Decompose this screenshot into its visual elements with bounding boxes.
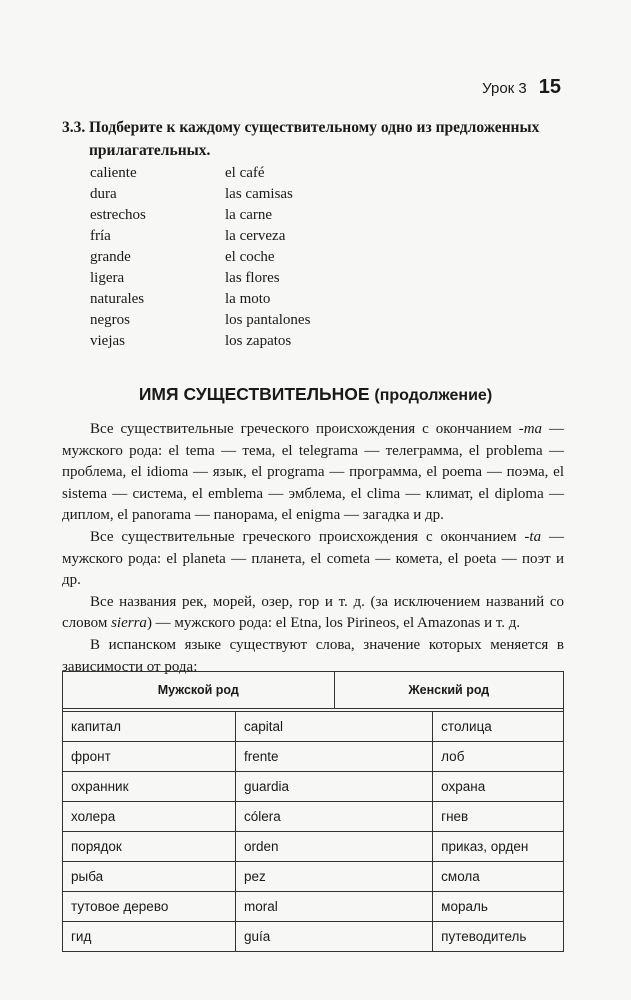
table-row [63,802,564,832]
section-heading [0,384,631,405]
masculine-meaning: рыба [63,862,236,892]
spanish-word: guardia [236,772,433,802]
adjective-item: viejas [90,333,125,349]
table-row [63,712,564,742]
header-feminine: Женский род [334,672,563,709]
feminine-meaning: лоб [433,742,564,772]
feminine-meaning: гнев [433,802,564,832]
noun-item: los zapatos [225,333,292,349]
body-text [62,419,564,678]
paragraph-text: Все названия рек, морей, озер, гор и т. д. (за исключением названий со словом [62,593,564,632]
paragraph-gender-meaning: В испанском языке существуют слова, значение которых меняется в зависимости от рода: [62,636,564,675]
paragraph-text: Все существительные греческого происхождения с окончанием [90,421,519,437]
gender-meaning-table [62,671,564,952]
noun-item: las flores [225,270,280,286]
paragraph-text: — мужского рода: el planeta — планета, el cometa — комета, el poeta — поэт и др. [62,528,564,589]
paragraph-ta-ending [62,527,564,592]
spanish-word: pez [236,862,433,892]
word-sierra: sierra [111,615,147,632]
masculine-meaning: охранник [63,772,236,802]
spanish-word: moral [236,892,433,922]
adjective-item: fría [90,228,111,244]
exercise-number: 3.3. [62,119,86,136]
header-masculine: Мужской род [63,672,335,709]
ending-ma: -ma [518,421,543,437]
adjective-item: estrechos [90,207,146,223]
paragraph-geographic-names [62,592,564,635]
exercise-instruction: Подберите к каждому существительному одно из предложенных прилагательных. [89,119,540,159]
feminine-meaning: путеводитель [433,922,564,952]
table-row [63,892,564,922]
masculine-meaning: холера [63,802,236,832]
noun-item: los pantalones [225,312,311,328]
paragraph-text: — мужского рода: el tema — тема, el telegrama — телеграмма, el problema — проблема, el idioma — язык, el programa — программа, el poema — поэма, el sistema — система, el emblema — эмблема, el clima — климат, el diploma — диплом, el panorama — панорама, el enigma — загадка и др. [62,421,564,524]
adjective-item: caliente [90,165,137,181]
noun-item: el coche [225,249,275,265]
word-list [90,163,310,352]
ending-ta: -ta [524,528,542,545]
noun-item: la moto [225,291,271,307]
paragraph-ma-ending [62,419,564,527]
spanish-word: frente [236,742,433,772]
adjective-item: ligera [90,270,125,286]
spanish-word: cólera [236,802,433,832]
spanish-word: guía [236,922,433,952]
feminine-meaning: охрана [433,772,564,802]
masculine-meaning: порядок [63,832,236,862]
paragraph-text: Все существительные греческого происхождения с окончанием [90,528,525,545]
table-row [63,922,564,952]
feminine-meaning: приказ, орден [433,832,564,862]
feminine-meaning: смола [433,862,564,892]
section-subtitle: (продолжение) [374,387,493,404]
masculine-meaning: тутовое дерево [63,892,236,922]
feminine-meaning: мораль [433,892,564,922]
table-row [63,742,564,772]
adjective-item: naturales [90,291,145,307]
feminine-meaning: столица [433,712,564,742]
adjective-item: dura [90,186,117,202]
spanish-word: capital [236,712,433,742]
spanish-word: orden [236,832,433,862]
noun-item: la cerveza [225,228,286,244]
noun-item: la carne [225,207,273,223]
adjective-item: negros [90,312,130,328]
noun-item: las camisas [225,186,293,202]
running-head [482,76,561,99]
noun-item: el café [225,165,265,181]
masculine-meaning: капитал [63,712,236,742]
table-row [63,772,564,802]
lesson-label: Урок 3 [482,80,527,97]
exercise-title [62,116,562,162]
table-header-row [63,672,564,709]
masculine-meaning: фронт [63,742,236,772]
masculine-meaning: гид [63,922,236,952]
section-title: ИМЯ СУЩЕСТВИТЕЛЬНОЕ [138,384,370,404]
paragraph-text: ) — мужского рода: el Etna, los Pirineos, el Amazonas и т. д. [146,615,521,632]
table-row [63,832,564,862]
page-number: 15 [538,76,561,98]
table-row [63,862,564,892]
adjective-item: grande [90,249,131,265]
